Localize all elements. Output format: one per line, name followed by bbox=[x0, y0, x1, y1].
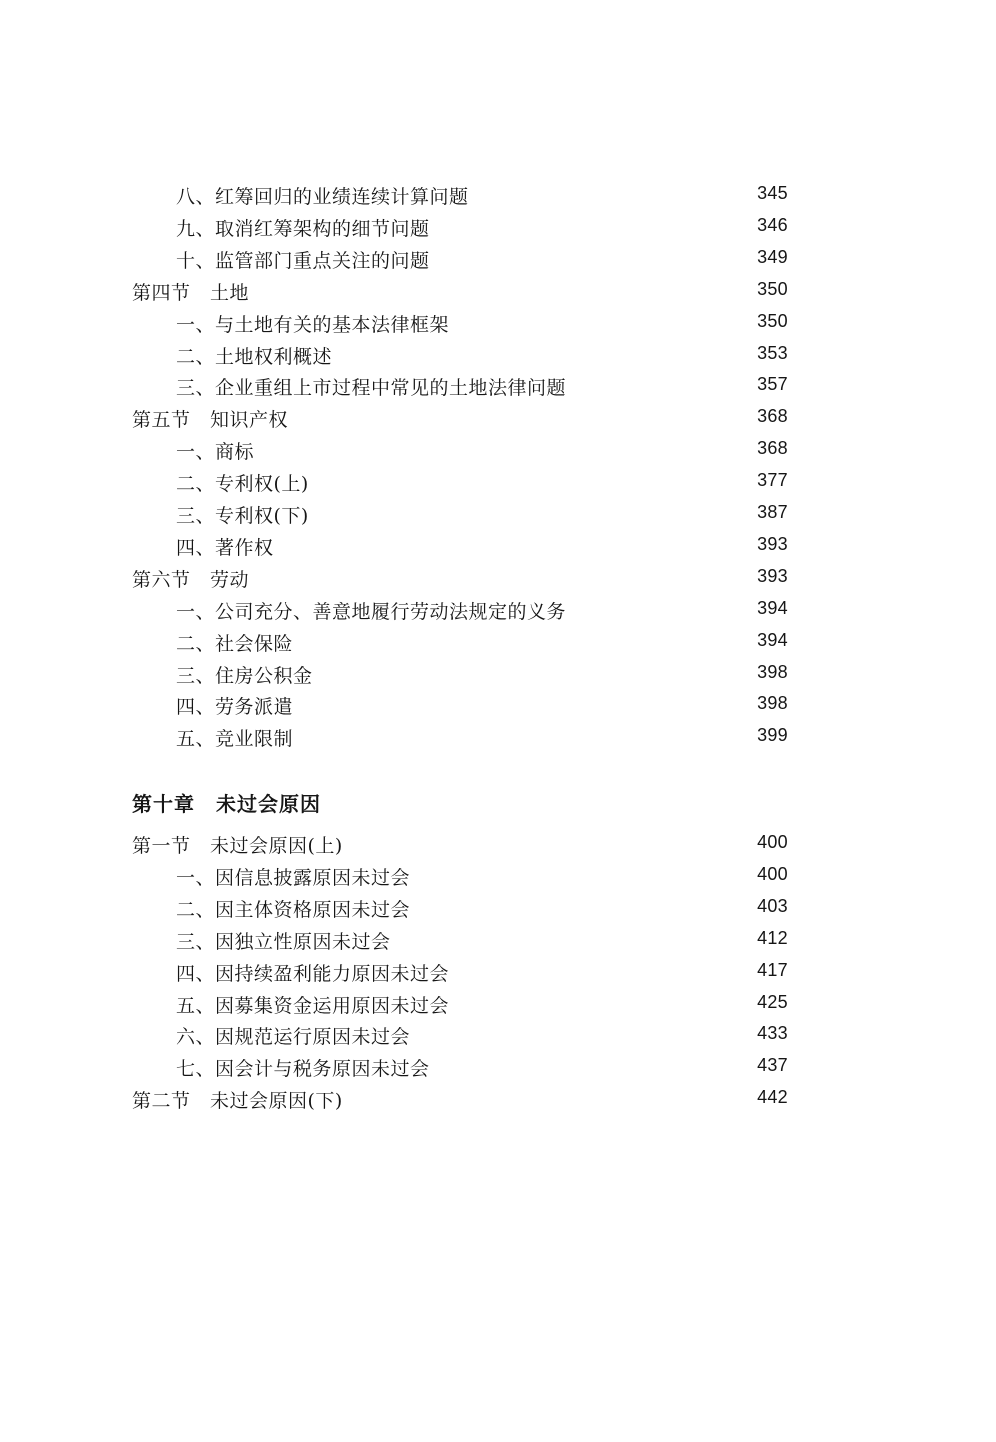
toc-page-number: 387 bbox=[757, 502, 788, 522]
toc-item-entry bbox=[0, 596, 996, 628]
toc-page-number: 425 bbox=[757, 991, 788, 1012]
toc-item-entry bbox=[0, 181, 996, 213]
toc-item-entry bbox=[0, 309, 996, 341]
toc-entry-title: 二、社会保险 bbox=[176, 632, 294, 655]
toc-entry-title: 二、专利权(上) bbox=[176, 473, 309, 496]
toc-entry-title: 五、竞业限制 bbox=[176, 728, 294, 751]
toc-page-number: 400 bbox=[757, 832, 788, 852]
toc-entry-title: 十、监管部门重点关注的问题 bbox=[176, 249, 430, 272]
toc-entry-title: 三、因独立性原因未过会 bbox=[176, 930, 391, 953]
toc-page-number: 433 bbox=[757, 1023, 788, 1044]
toc-item-entry bbox=[0, 1021, 996, 1053]
toc-item-entry bbox=[0, 532, 996, 564]
toc-page-number: 394 bbox=[757, 629, 788, 650]
toc-entry-title: 一、与土地有关的基本法律框架 bbox=[176, 313, 450, 336]
toc-page-number: 399 bbox=[757, 725, 788, 746]
toc-page-number: 442 bbox=[757, 1087, 788, 1108]
toc-page-number: 357 bbox=[757, 374, 788, 395]
toc-item-entry bbox=[0, 926, 996, 958]
toc-page-number: 417 bbox=[757, 959, 788, 980]
toc-section-entry bbox=[0, 277, 996, 309]
toc-page-number: 346 bbox=[757, 214, 788, 235]
toc-item-entry bbox=[0, 862, 996, 894]
toc-page-number: 377 bbox=[757, 470, 788, 491]
toc-entry-title: 第二节 未过会原因(下) bbox=[132, 1090, 343, 1113]
toc-section-entry bbox=[0, 564, 996, 596]
toc-entry-title: 二、因主体资格原因未过会 bbox=[176, 898, 411, 921]
toc-item-entry bbox=[0, 990, 996, 1022]
toc-page-number: 403 bbox=[757, 895, 788, 916]
toc-item-entry bbox=[0, 660, 996, 692]
toc-item-entry bbox=[0, 500, 996, 532]
chapter-heading: 第十章 未过会原因 bbox=[132, 792, 321, 816]
toc-page-number: 345 bbox=[757, 183, 788, 203]
toc-page-number: 393 bbox=[757, 533, 788, 554]
toc-item-entry bbox=[0, 723, 996, 755]
toc-page-number: 412 bbox=[757, 927, 788, 948]
toc-page-number: 398 bbox=[757, 693, 788, 714]
toc-entry-title: 五、因募集资金运用原因未过会 bbox=[176, 994, 450, 1017]
toc-page-number: 400 bbox=[757, 863, 788, 884]
toc-item-entry bbox=[0, 341, 996, 373]
toc-item-entry bbox=[0, 1053, 996, 1085]
toc-section-entry bbox=[0, 1085, 996, 1117]
toc-item-entry bbox=[0, 691, 996, 723]
toc-page-number: 394 bbox=[757, 597, 788, 618]
toc-page-number: 393 bbox=[757, 565, 788, 586]
toc-entry-title: 三、企业重组上市过程中常见的土地法律问题 bbox=[176, 377, 567, 400]
toc-page-number: 398 bbox=[757, 661, 788, 682]
toc-item-entry bbox=[0, 436, 996, 468]
toc-entry-title: 二、土地权利概述 bbox=[176, 345, 333, 368]
toc-item-entry bbox=[0, 958, 996, 990]
toc-page-number: 437 bbox=[757, 1055, 788, 1076]
toc-page-number: 353 bbox=[757, 342, 788, 363]
toc-item-entry bbox=[0, 372, 996, 404]
toc-entry-title: 七、因会计与税务原因未过会 bbox=[176, 1058, 430, 1081]
toc-entry-title: 第六节 劳动 bbox=[132, 568, 250, 591]
toc-entry-title: 六、因规范运行原因未过会 bbox=[176, 1026, 411, 1049]
toc-page-number: 349 bbox=[757, 246, 788, 267]
toc-page-number: 350 bbox=[757, 310, 788, 331]
toc-entry-title: 一、商标 bbox=[176, 441, 255, 464]
toc-entry-title: 四、著作权 bbox=[176, 536, 274, 559]
toc-item-entry bbox=[0, 628, 996, 660]
toc-section-entry bbox=[0, 830, 996, 862]
toc-entry-title: 九、取消红筹架构的细节问题 bbox=[176, 217, 430, 240]
toc-section-entry bbox=[0, 404, 996, 436]
toc-item-entry bbox=[0, 213, 996, 245]
toc-page-number: 350 bbox=[757, 278, 788, 299]
toc-entry-title: 一、公司充分、善意地履行劳动法规定的义务 bbox=[176, 600, 567, 623]
toc-item-entry bbox=[0, 468, 996, 500]
toc-entry-title: 第四节 土地 bbox=[132, 281, 250, 304]
toc-item-entry bbox=[0, 245, 996, 277]
toc-entry-title: 三、专利权(下) bbox=[176, 505, 309, 527]
toc-entry-title: 第五节 知识产权 bbox=[132, 409, 289, 432]
toc-entry-title: 一、因信息披露原因未过会 bbox=[176, 866, 411, 889]
toc-entry-title: 四、因持续盈利能力原因未过会 bbox=[176, 962, 450, 985]
toc-entry-title: 三、住房公积金 bbox=[176, 664, 313, 687]
toc-page-number: 368 bbox=[757, 438, 788, 459]
toc-entry-title: 第一节 未过会原因(上) bbox=[132, 835, 343, 857]
toc-entry-title: 四、劳务派遣 bbox=[176, 696, 294, 719]
toc-page-number: 368 bbox=[757, 406, 788, 427]
toc-entry-title: 八、红筹回归的业绩连续计算问题 bbox=[176, 186, 469, 208]
toc-item-entry bbox=[0, 894, 996, 926]
